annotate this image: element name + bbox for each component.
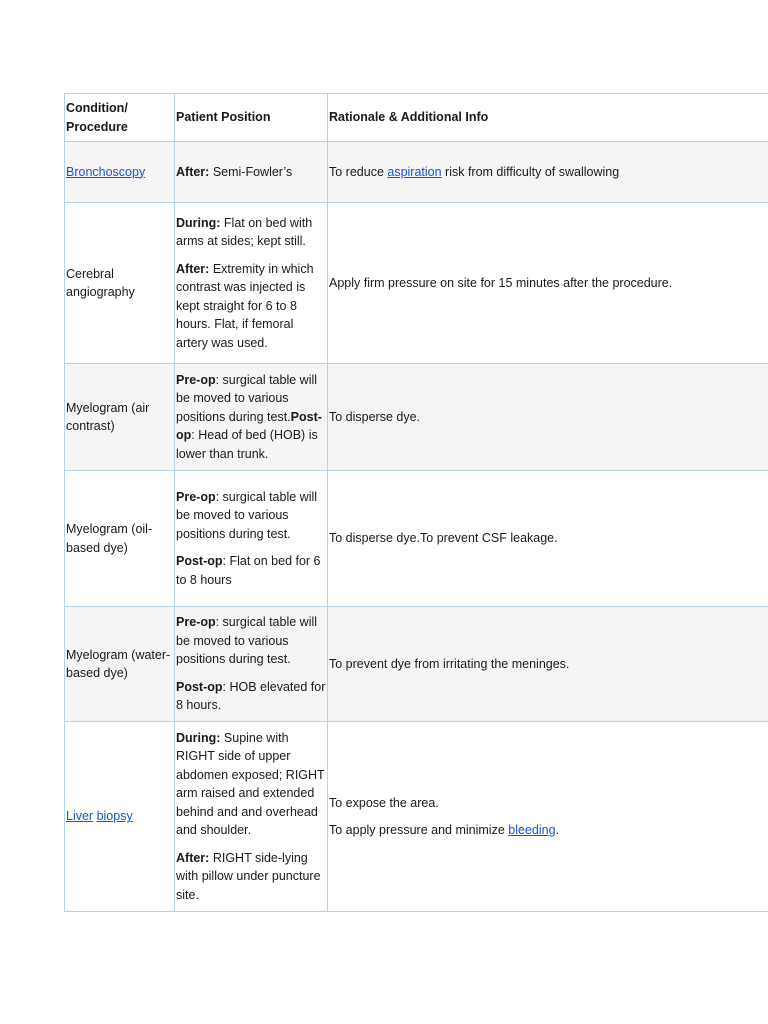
position-label: Post-op xyxy=(176,679,223,694)
bleeding-link[interactable]: bleeding xyxy=(508,823,556,837)
position-label: Pre-op xyxy=(176,489,216,504)
position-text: : surgical table will be moved to various positions during test. xyxy=(176,615,318,667)
rationale-cell: To prevent dye from irritating the meninges. xyxy=(328,607,768,722)
patient-position-table xyxy=(64,93,768,912)
table-row xyxy=(65,607,768,722)
condition-cell: Myelogram (water-based dye) xyxy=(65,607,175,722)
table-row xyxy=(65,722,768,912)
position-cell xyxy=(175,203,328,364)
biopsy-link[interactable]: biopsy xyxy=(96,809,133,824)
condition-cell: Myelogram (oil-based dye) xyxy=(65,471,175,607)
rationale-cell xyxy=(328,142,768,203)
condition-cell: Cerebral angiography xyxy=(65,203,175,364)
position-cell xyxy=(175,722,328,912)
rationale-text: risk from difficulty of swallowing xyxy=(441,164,620,179)
condition-cell: Myelogram (air contrast) xyxy=(65,364,175,471)
bronchoscopy-link[interactable]: Bronchoscopy xyxy=(66,164,146,179)
table-row xyxy=(65,364,768,471)
position-text: : HOB elevated for 8 hours. xyxy=(176,679,326,713)
position-text: Supine with RIGHT side of upper abdomen exposed; RIGHT arm raised and extended behind and and overhead and shoulder. xyxy=(176,730,325,838)
position-label: After: xyxy=(176,164,210,179)
rationale-text: To reduce xyxy=(329,164,388,179)
rationale-text: . xyxy=(555,823,559,837)
position-label: After: xyxy=(176,261,210,276)
position-text: Flat on bed with arms at sides; kept still. xyxy=(176,215,313,249)
position-cell xyxy=(175,142,328,203)
position-label: During: xyxy=(176,215,221,230)
rationale-text: To expose the area. xyxy=(329,795,439,810)
rationale-cell: To disperse dye. xyxy=(328,364,768,471)
header-condition: Condition/ Procedure xyxy=(65,94,175,142)
condition-cell xyxy=(65,722,175,912)
position-cell xyxy=(175,364,328,471)
rationale-cell xyxy=(328,722,768,912)
position-text: : surgical table will be moved to various positions during test. xyxy=(176,489,318,541)
liver-link[interactable]: Liver xyxy=(66,809,94,824)
position-label: Pre-op xyxy=(176,615,216,630)
position-cell xyxy=(175,607,328,722)
table-row xyxy=(65,203,768,364)
position-label: During: xyxy=(176,730,221,745)
condition-cell xyxy=(65,142,175,203)
position-cell xyxy=(175,471,328,607)
header-row xyxy=(65,94,768,142)
rationale-text: To apply pressure and minimize xyxy=(329,823,509,837)
position-text: RIGHT side-lying with pillow under puncture site. xyxy=(176,850,321,902)
position-label: Post-op xyxy=(176,409,322,443)
position-label: Pre-op xyxy=(176,372,216,387)
aspiration-link[interactable]: aspiration xyxy=(387,164,442,179)
table-row xyxy=(65,471,768,607)
position-text: Extremity in which contrast was injected is kept straight for 6 to 8 hours. Flat, if femoral artery was used. xyxy=(176,261,314,350)
position-text: Semi-Fowler’s xyxy=(209,164,293,179)
header-rationale: Rationale & Additional Info xyxy=(328,94,768,142)
table-row xyxy=(65,142,768,203)
position-text: : surgical table will be moved to various positions during test. xyxy=(176,372,318,424)
header-position: Patient Position xyxy=(175,94,328,142)
rationale-cell: Apply firm pressure on site for 15 minutes after the procedure. xyxy=(328,203,768,364)
position-label: Post-op xyxy=(176,554,223,569)
rationale-cell: To disperse dye.To prevent CSF leakage. xyxy=(328,471,768,607)
position-text: : Flat on bed for 6 to 8 hours xyxy=(176,554,321,587)
position-label: After: xyxy=(176,850,210,865)
position-text: : Head of bed (HOB) is lower than trunk. xyxy=(176,428,318,461)
